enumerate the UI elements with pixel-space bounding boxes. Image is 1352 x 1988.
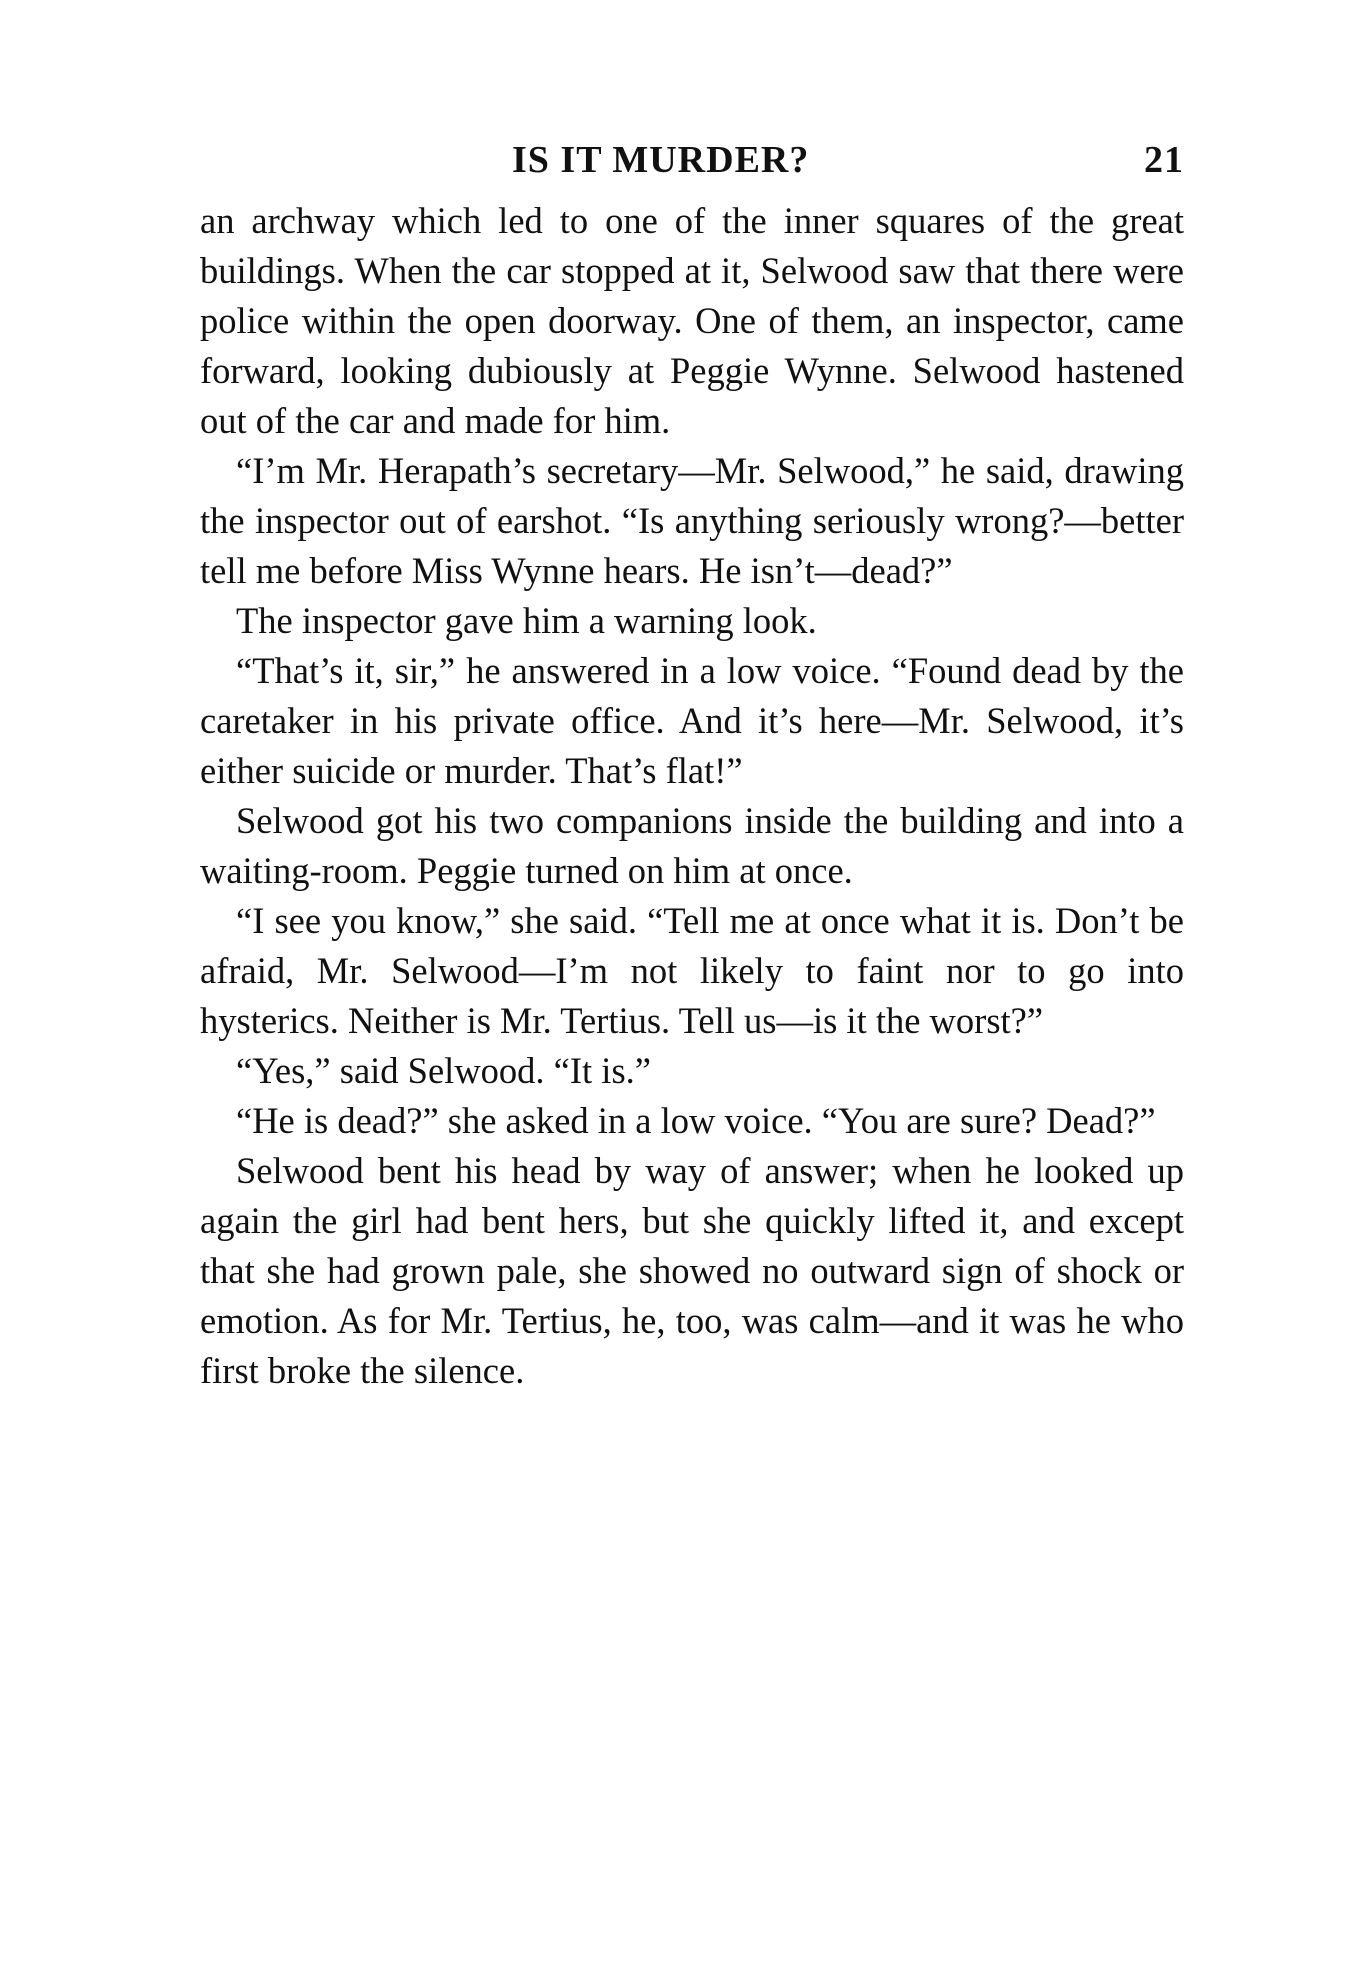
page-number: 21 — [1144, 139, 1184, 181]
running-title: IS IT MURDER? — [512, 139, 810, 181]
paragraph: Selwood bent his head by way of answer; when he looked up again the girl had bent hers, but she quickly lifted it, and except that she had grown pale, she showed no outward sign of shock or emotion. As for Mr. Tertius, he, too, was calm—and it was he who first broke the silence. — [200, 1150, 1184, 1391]
paragraph: “I’m Mr. Herapath’s secretary—Mr. Selwood,” he said, drawing the inspector out of earshot. “Is anything seriously wrong?—better tell me before Miss Wynne hears. He isn’t—dead?” — [200, 450, 1184, 591]
paragraph: “I see you know,” she said. “Tell me at once what it is. Don’t be afraid, Mr. Selwood—I’m not likely to faint nor to go into hysterics. Neither is Mr. Tertius. Tell us—is it the worst?” — [200, 900, 1184, 1041]
paragraph: Selwood got his two companions inside the building and into a waiting-room. Peggie turned on him at once. — [200, 800, 1184, 891]
paragraph: “He is dead?” she asked in a low voice. “You are sure? Dead?” — [236, 1100, 1156, 1141]
paragraph-continuation: an archway which led to one of the inner squares of the great buildings. When the car stopped at it, Selwood saw that there were police within the open doorway. One of them, an inspector, came forward, looking dubiously at Peggie Wynne. Selwood hastened out of the car and made for him. — [200, 200, 1184, 441]
paragraph: “That’s it, sir,” he answered in a low voice. “Found dead by the caretaker in his private office. And it’s here—Mr. Selwood, it’s either suicide or murder. That’s flat!” — [200, 650, 1184, 791]
paragraph: “Yes,” said Selwood. “It is.” — [236, 1050, 651, 1091]
paragraph: The inspector gave him a warning look. — [236, 600, 817, 641]
body-text — [200, 196, 1184, 1396]
running-head — [200, 128, 1184, 188]
